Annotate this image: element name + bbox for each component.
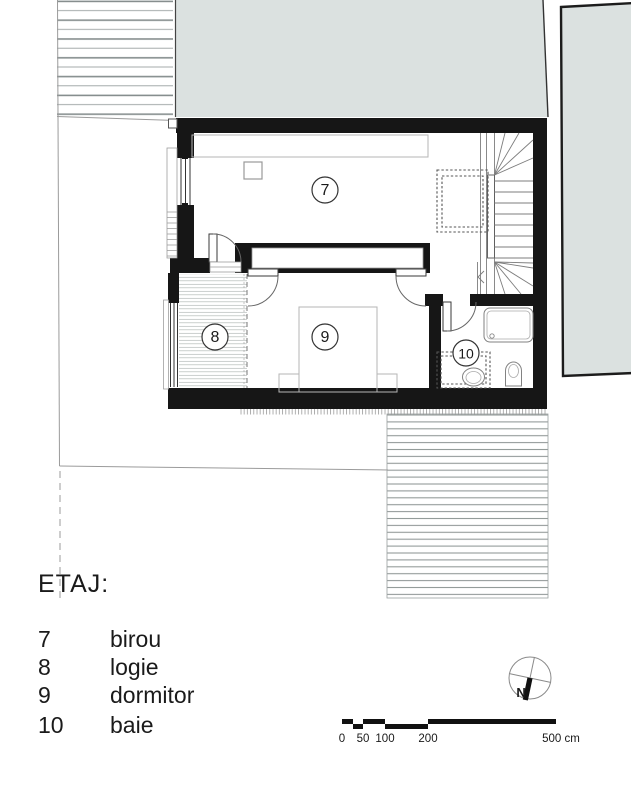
legend-item-10-label: baie (110, 712, 154, 738)
legend-item-9-label: dormitor (110, 682, 195, 708)
staircase (478, 133, 534, 294)
legend-title: ETAJ: (38, 570, 110, 598)
legend-item-7-label: birou (110, 626, 162, 652)
wall-north (176, 118, 547, 133)
scale-tick-100: 100 (375, 733, 395, 745)
compass-north-label: N (516, 685, 526, 700)
wall-west-upper-a (177, 118, 194, 158)
window-office-cap-top (182, 153, 188, 159)
legend-item-8-label: logie (110, 654, 159, 680)
roof-plane-right (561, 3, 631, 376)
door-bedroom-left-arc (248, 276, 278, 306)
door-bedroom-left-leaf (248, 269, 278, 276)
wall-bath-north-stub (425, 294, 443, 306)
bed (299, 307, 377, 392)
door-bedroom-right-leaf (396, 269, 426, 276)
door-bedroom-right-arc (396, 276, 426, 306)
scale-seg-4 (385, 724, 428, 729)
stair-direction-chevron (478, 271, 484, 283)
wall-bath-west (429, 298, 441, 388)
door-office-leaf (209, 234, 217, 262)
corner-post (169, 119, 178, 128)
hatch-area-bottom-right (387, 414, 548, 598)
room-number-9: 9 (320, 329, 330, 346)
scale-seg-1 (342, 719, 353, 724)
legend-item-8-number: 8 (38, 654, 51, 680)
scale-seg-3 (363, 719, 385, 724)
window-office-sill (167, 148, 177, 258)
scale-seg-5 (428, 719, 556, 724)
toilet (506, 362, 522, 386)
office-small-square (244, 162, 262, 179)
room-number-8: 8 (210, 329, 220, 346)
hatch-top-left-bottom-edge (57, 117, 176, 121)
stair-winders-bottom (495, 262, 534, 294)
shower (484, 308, 533, 342)
room-number-7: 7 (320, 182, 330, 199)
legend-item-10-number: 10 (38, 712, 64, 738)
dashed-wardrobe-inner (442, 176, 483, 227)
built-in-wardrobe (252, 248, 423, 268)
scale-seg-2 (353, 724, 363, 729)
scale-tick-0: 0 (338, 733, 346, 745)
tick-strip (240, 409, 547, 415)
wall-south (168, 388, 547, 409)
hatch-area-top-left (57, 0, 173, 116)
window-office-cap-bottom (182, 203, 188, 209)
north-compass (505, 653, 555, 704)
roof-plane-top (176, 0, 548, 117)
scale-tick-200: 200 (418, 733, 438, 745)
door-bath-leaf (443, 302, 451, 331)
wall-vestibule-west (170, 258, 210, 273)
stair-treads (495, 181, 534, 258)
window-logie-sill (164, 300, 169, 389)
scale-tick-50: 50 (356, 733, 370, 745)
scale-end-label: 500 cm (542, 733, 580, 745)
office-shelf (192, 135, 428, 157)
scale-bar (339, 719, 580, 745)
wall-stair-bath (470, 294, 535, 306)
legend-item-7-number: 7 (38, 626, 51, 652)
wall-logie-west-top (168, 273, 179, 303)
legend (38, 570, 195, 738)
wall-west-upper-b (177, 205, 194, 258)
legend-item-9-number: 9 (38, 682, 51, 708)
room-number-10: 10 (458, 345, 474, 362)
stair-winders-top (495, 133, 534, 175)
wall-east (533, 118, 547, 409)
property-line-horizontal (60, 466, 389, 470)
